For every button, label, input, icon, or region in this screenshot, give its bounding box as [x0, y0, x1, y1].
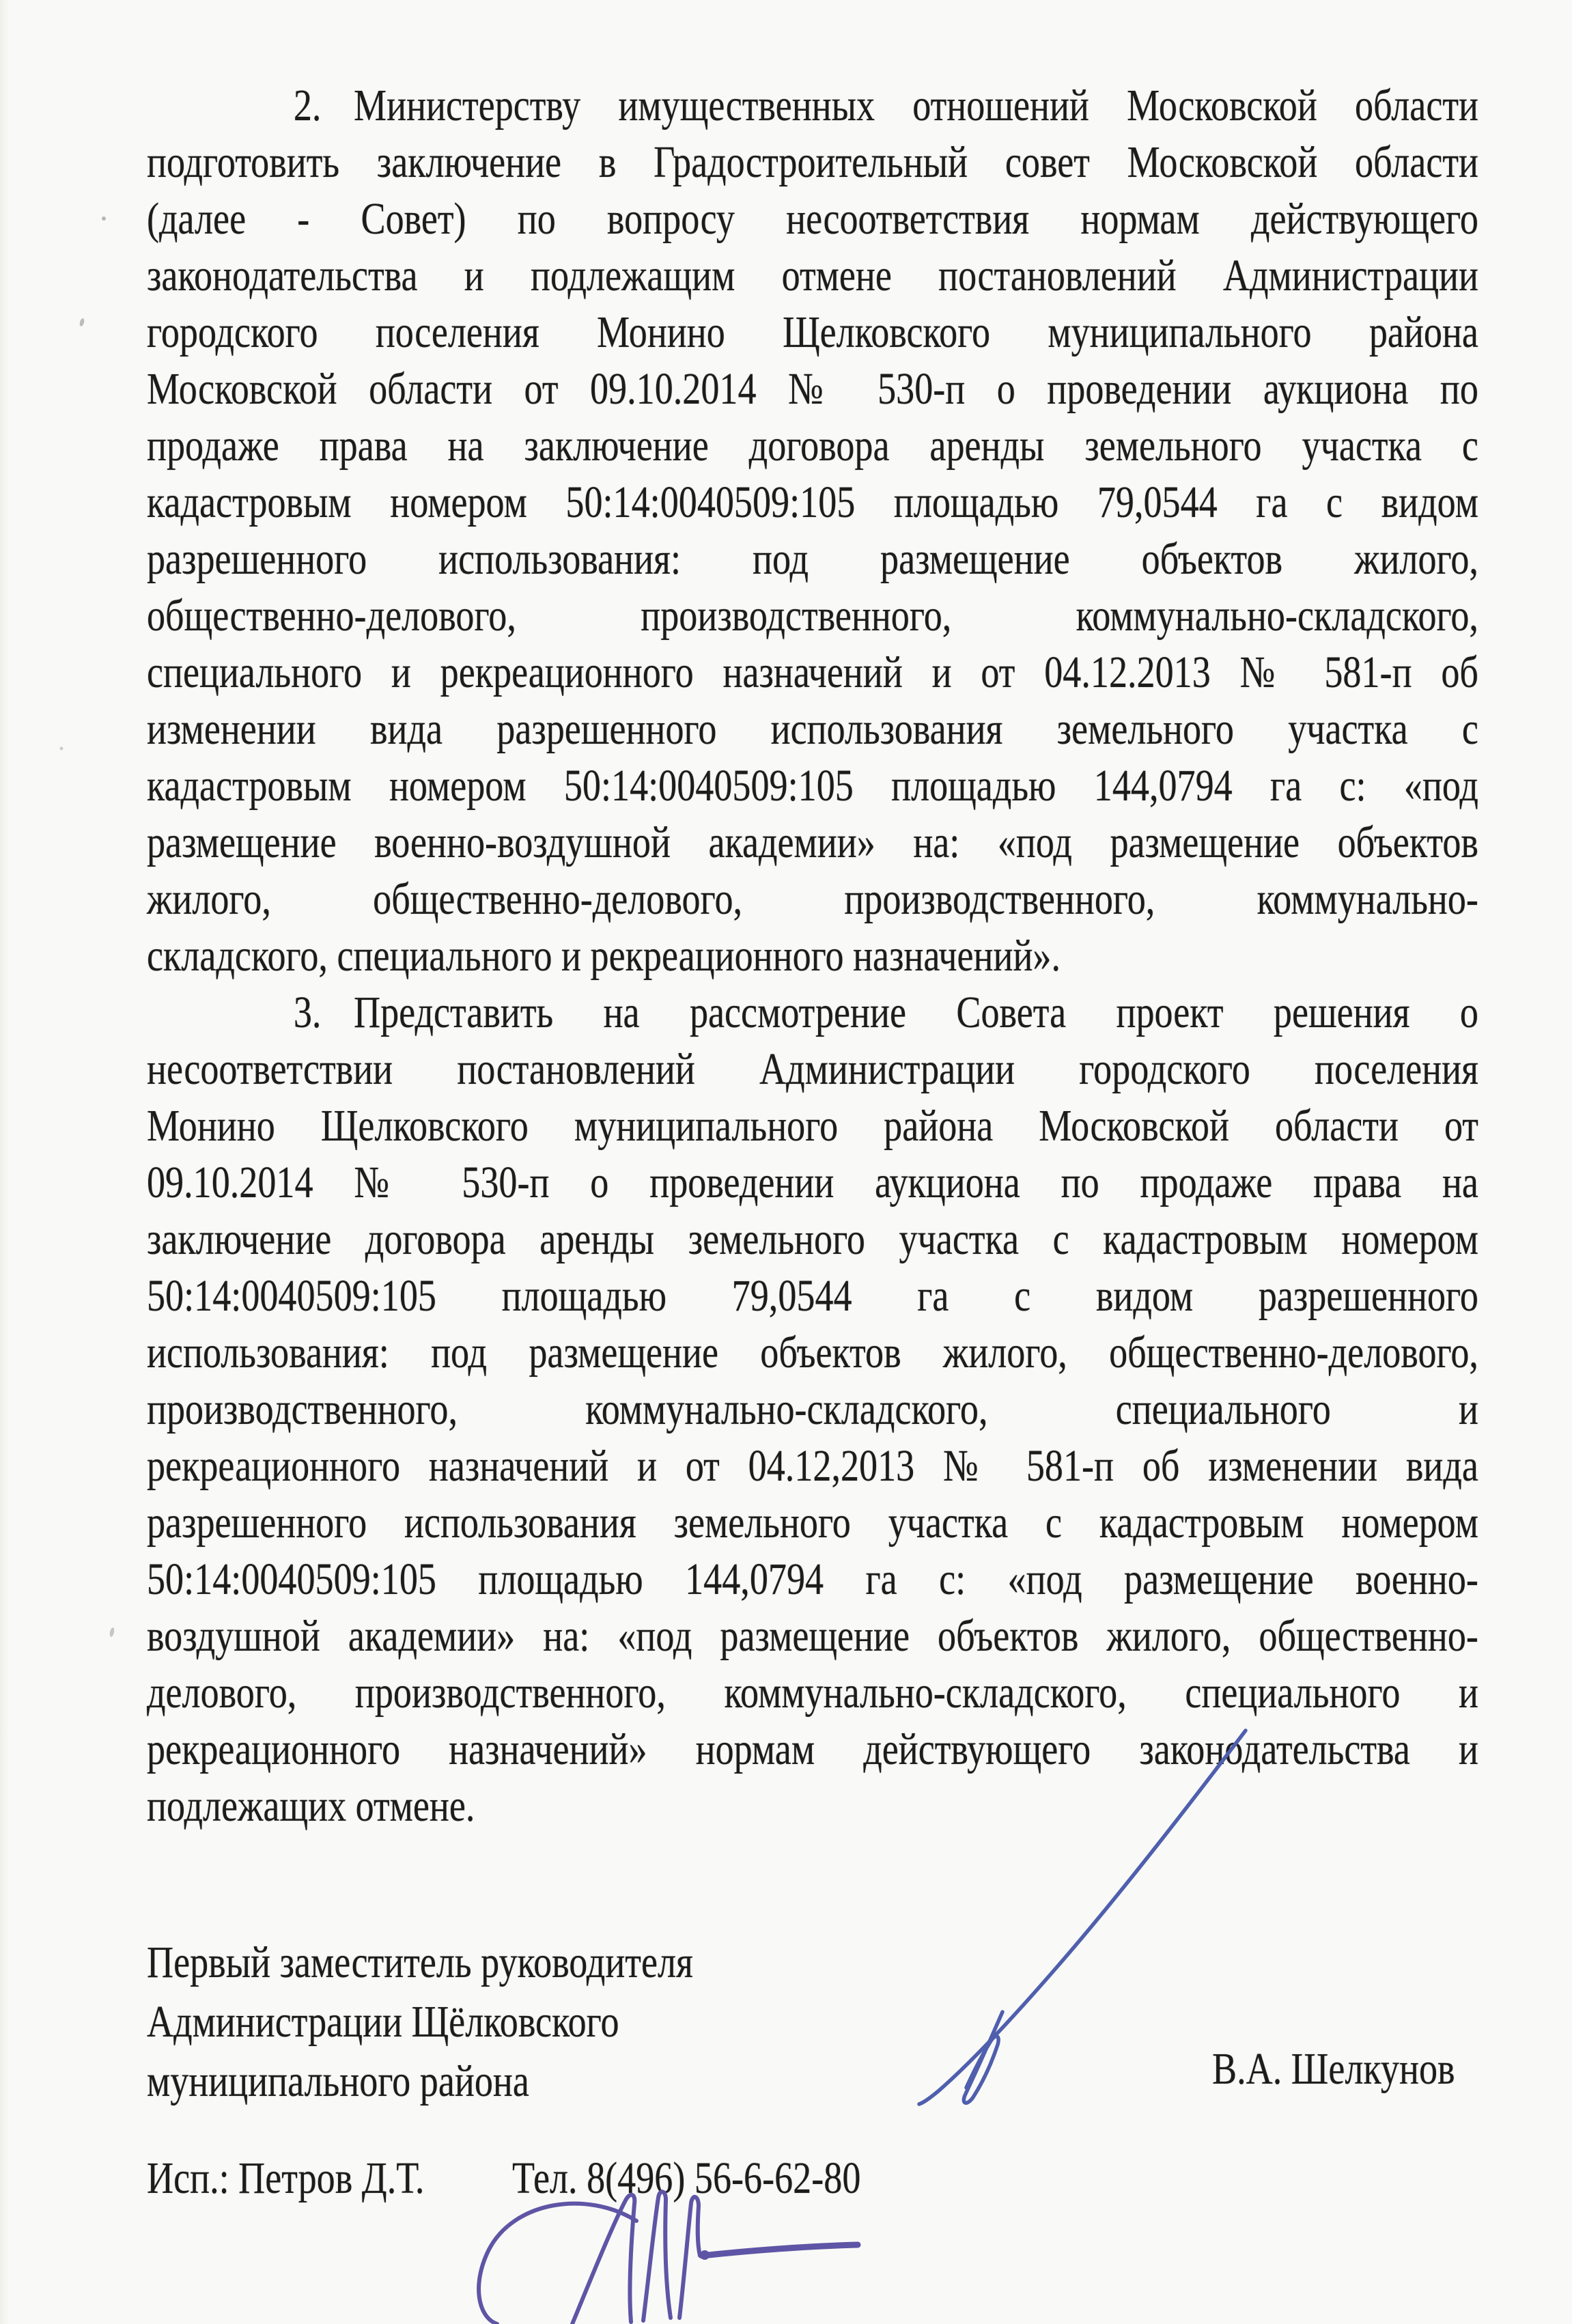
executor-note: Исп.: Петров Д.Т. — [147, 2153, 425, 2203]
document-line — [147, 985, 1478, 1039]
executor-phone: Тел. 8(496) 56-6-62-80 — [512, 2153, 861, 2203]
signature-stroke — [643, 2192, 671, 2321]
document-line: Московской области от 09.10.2014 № 530-п о проведении аукциона по — [147, 364, 1478, 414]
document-line: делового, производственного, коммунально-складского, специального и — [147, 1668, 1478, 1718]
document-line: продаже права на заключение договора аренды земельного участка с — [147, 421, 1478, 471]
paragraph-number: 3. — [293, 988, 322, 1037]
document-line: изменении вида разрешенного использования земельного участка с — [147, 704, 1478, 754]
document-line: жилого, общественно-делового, производственного, коммунально- — [147, 874, 1478, 924]
document-line: кадастровым номером 50:14:0040509:105 площадью 79,0544 га с видом — [147, 477, 1478, 527]
document-line: рекреационного назначений» нормам действующего законодательства и — [147, 1724, 1478, 1774]
document-line: 50:14:0040509:105 площадью 144,0794 га с: «под размещение военно- — [147, 1554, 1478, 1604]
line-text: Представить на рассмотрение Совета проект решения о — [353, 988, 1478, 1037]
signature-stroke — [679, 2197, 700, 2318]
signer-title-line: Первый заместитель руководителя — [147, 1937, 693, 1987]
document-line: рекреационного назначений и от 04.12,2013 № 581-п об изменении вида — [147, 1441, 1478, 1491]
document-line: общественно-делового, производственного, коммунально-складского, — [147, 591, 1478, 641]
document-line: несоответствии постановлений Администрации городского поселения — [147, 1044, 1478, 1094]
document-line: подготовить заключение в Градостроительный совет Московской области — [147, 137, 1478, 187]
document-line: подлежащих отмене. — [147, 1781, 475, 1831]
signer-title-line: Администрации Щёлковского — [147, 1997, 619, 2047]
signer-title-line: муниципального района — [147, 2056, 529, 2106]
signature-dash-stroke — [702, 2245, 858, 2256]
speck — [102, 216, 106, 221]
signature-stroke — [479, 2204, 636, 2324]
document-line: городского поселения Монино Щелковского муниципального района — [147, 307, 1478, 357]
signer-name: В.А. Шелкунов — [1212, 2044, 1455, 2094]
handwritten-signature-bottom — [479, 2192, 858, 2324]
ink-blob — [700, 2250, 710, 2260]
signature-stroke — [964, 2012, 1002, 2103]
paragraph-number: 2. — [293, 81, 322, 130]
speck — [60, 747, 64, 751]
speck — [79, 318, 85, 326]
document-line: разрешенного использования: под размещение объектов жилого, — [147, 534, 1478, 584]
document-line: специального и рекреационного назначений и от 04.12.2013 № 581-п об — [147, 647, 1478, 697]
document-line — [147, 79, 1478, 132]
document-line: Монино Щелковского муниципального района Московской области от — [147, 1101, 1478, 1151]
document-line: складского, специального и рекреационного назначений». — [147, 931, 1061, 981]
document-line: 09.10.2014 № 530-п о проведении аукциона по продаже права на — [147, 1158, 1478, 1207]
document-line: (далее - Совет) по вопросу несоответствия нормам действующего — [147, 194, 1478, 244]
document-line: разрешенного использования земельного участка с кадастровым номером — [147, 1498, 1478, 1548]
document-line: 50:14:0040509:105 площадью 79,0544 га с видом разрешенного — [147, 1271, 1478, 1321]
document-line: производственного, коммунально-складского, специального и — [147, 1384, 1478, 1434]
line-text: Министерству имущественных отношений Московской области — [353, 81, 1478, 130]
document-line: заключение договора аренды земельного участка с кадастровым номером — [147, 1214, 1478, 1264]
document-line: кадастровым номером 50:14:0040509:105 площадью 144,0794 га с: «под — [147, 761, 1478, 811]
speck — [109, 1627, 115, 1638]
scan-specks — [60, 216, 115, 1637]
document-line: воздушной академии» на: «под размещение объектов жилого, общественно- — [147, 1611, 1478, 1661]
document-line: законодательства и подлежащим отмене постановлений Администрации — [147, 251, 1478, 300]
document-line: использования: под размещение объектов жилого, общественно-делового, — [147, 1328, 1478, 1377]
signature-stroke — [572, 2195, 634, 2324]
document-line: размещение военно-воздушной академии» на: «под размещение объектов — [147, 817, 1478, 867]
